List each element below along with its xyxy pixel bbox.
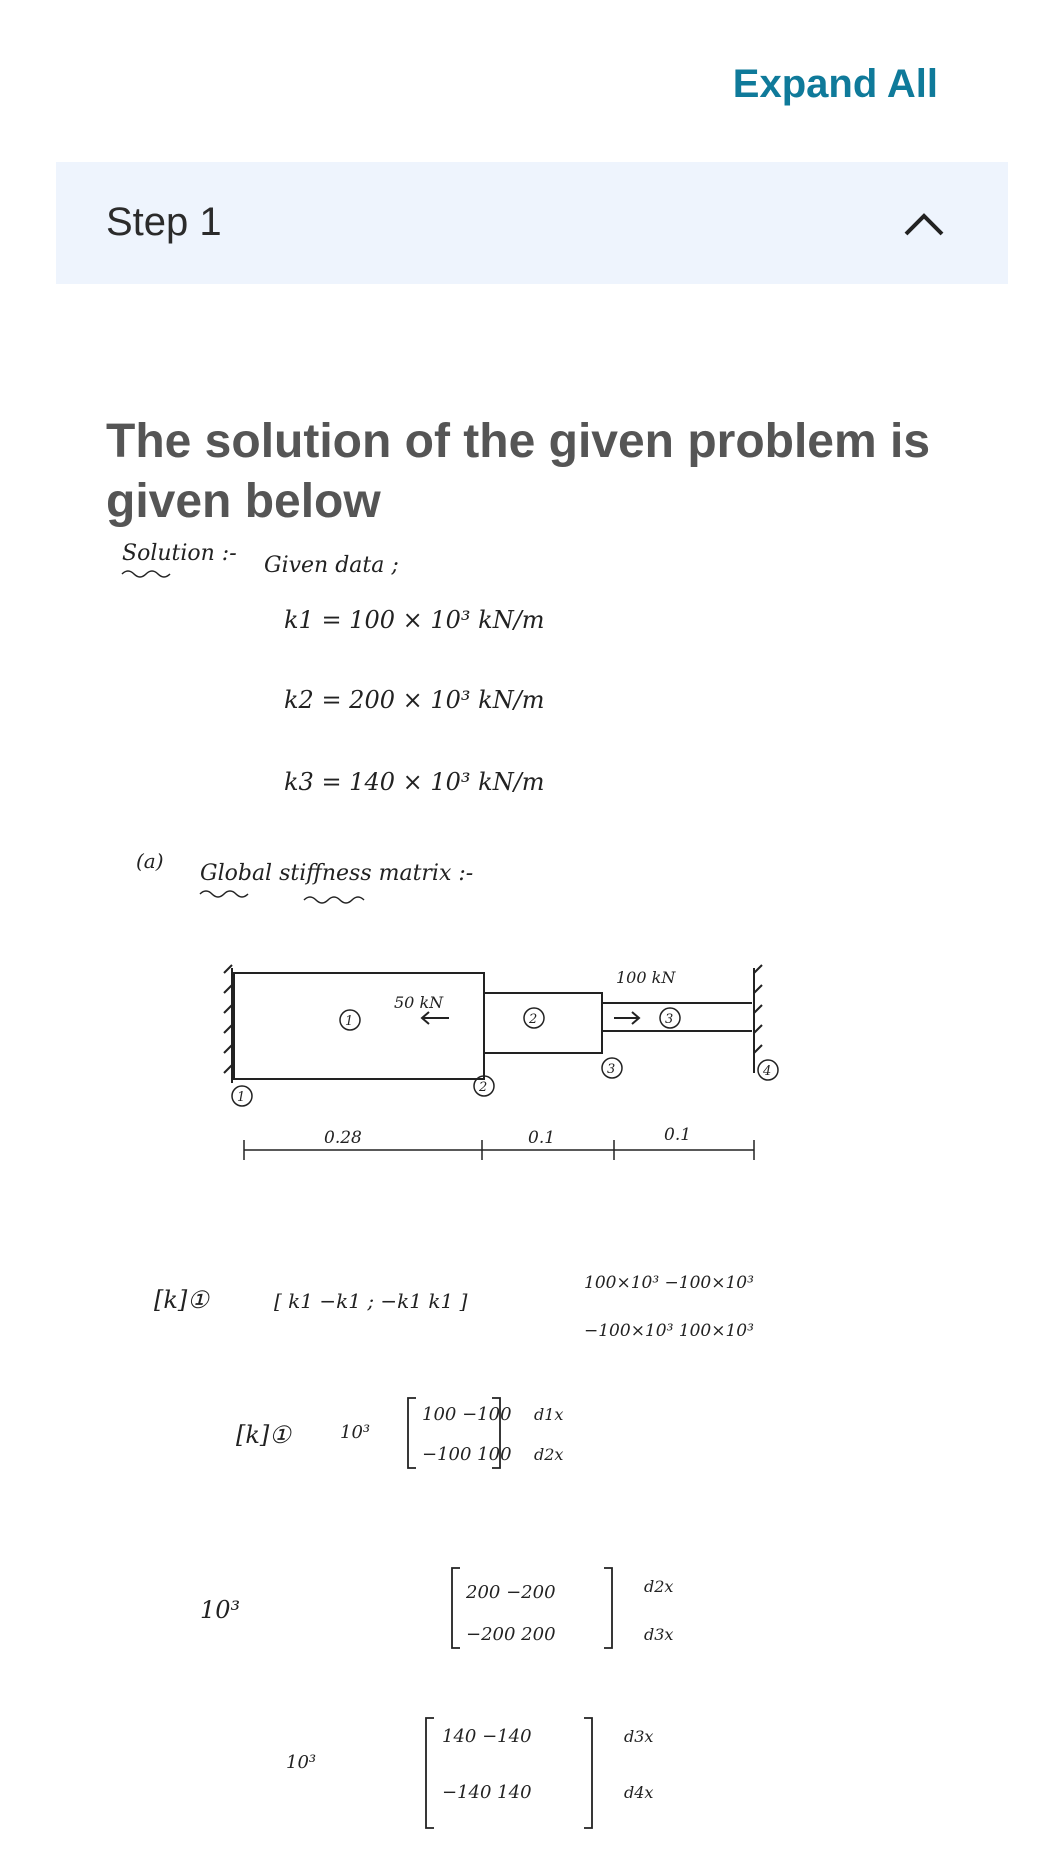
k2-matrix-row2: −200 200 (466, 1624, 556, 1645)
dof-d3x: d3x (644, 1625, 674, 1644)
load-100-label: 100 kN (616, 968, 676, 987)
k1-matrix-row2: −100 100 (422, 1444, 512, 1465)
k3-value: k3 = 140 × 10³ kN/m (284, 768, 545, 796)
intro-text: The solution of the given problem is given below (106, 415, 931, 528)
length-2-label: 0.1 (528, 1128, 556, 1148)
dof-d2x: d2x (534, 1445, 564, 1464)
node-markers (232, 1058, 778, 1106)
node-3-label: 3 (607, 1062, 616, 1077)
k3-matrix-row1: 140 −140 (442, 1726, 532, 1747)
step-title: Step 1 (106, 200, 222, 244)
chevron-up-icon[interactable] (902, 202, 946, 246)
part-a-label: (a) (136, 849, 164, 873)
dof-d4x: d4x (624, 1783, 654, 1802)
node-2-label: 2 (479, 1080, 488, 1095)
length-3-label: 0.1 (664, 1125, 692, 1145)
handwritten-solution-image (104, 528, 964, 1848)
k1-matrix-row1: 100 −100 (422, 1404, 512, 1425)
k3-matrix-row2: −140 140 (442, 1782, 532, 1803)
ten-cubed-3: 10³ (286, 1752, 317, 1773)
expand-all-button[interactable]: Expand All (732, 62, 938, 106)
global-stiffness-heading: Global stiffness matrix :- (200, 861, 474, 886)
k-el1-short-label: [k]① (236, 1421, 291, 1449)
k-el1-label: [k]① (154, 1286, 209, 1314)
k-el1-numeric-row1: 100×10³ −100×10³ (584, 1273, 754, 1293)
k1-value: k1 = 100 × 10³ kN/m (284, 606, 545, 634)
k-el1-numeric-row2: −100×10³ 100×10³ (584, 1321, 754, 1341)
k2-matrix-row1: 200 −200 (466, 1582, 556, 1603)
dof-d3x-b: d3x (624, 1727, 654, 1746)
element-2-label: 2 (529, 1012, 538, 1027)
k-el2-label: 10³ (200, 1596, 241, 1624)
dof-d2x-b: d2x (644, 1577, 674, 1596)
step-header[interactable] (56, 162, 1008, 284)
node-1-label: 1 (237, 1090, 246, 1105)
element-1-label: 1 (345, 1014, 354, 1029)
ten-cubed-1: 10³ (340, 1422, 371, 1443)
element-3-label: 3 (665, 1012, 674, 1027)
load-50-label: 50 kN (394, 993, 444, 1012)
length-1-label: 0.28 (324, 1128, 362, 1148)
k2-value: k2 = 200 × 10³ kN/m (284, 686, 545, 714)
given-data: Given data ; (264, 553, 399, 578)
dof-d1x: d1x (534, 1405, 564, 1424)
node-4-label: 4 (763, 1064, 772, 1079)
k-el1-symbolic: [ k1 −k1 ; −k1 k1 ] (274, 1289, 468, 1313)
bar-structure-diagram (224, 965, 762, 1083)
solution-heading: Solution :- (122, 541, 237, 566)
